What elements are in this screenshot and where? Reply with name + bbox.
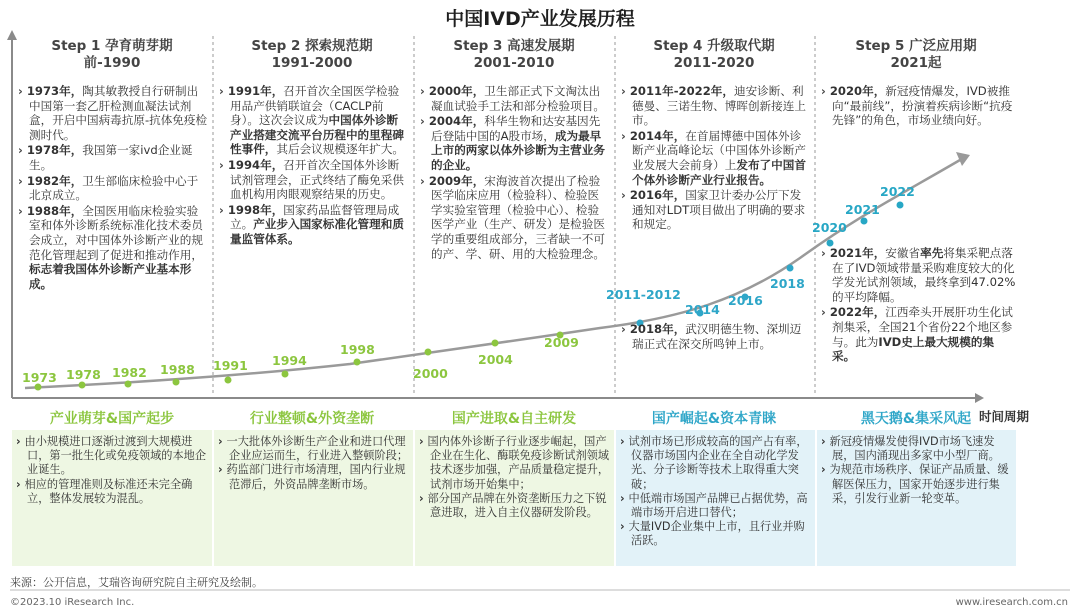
stage-1-header: Step 1 孕育萌芽期 前-1990: [51, 38, 173, 71]
dot-2018: [787, 265, 794, 272]
stage-2-header: Step 2 探索规范期 1991-2000: [251, 38, 373, 71]
year-label: 1973: [22, 370, 57, 385]
stage-5-summary: [817, 432, 1016, 566]
copyright: ©2023.10 iResearch Inc.: [10, 597, 135, 608]
year-label: 1988: [160, 362, 195, 377]
stage-5-events-lower: [821, 246, 1017, 365]
event-item: › 2016年，国家卫计委办公厅下发通知对LDT项目做出了明确的要求和规定。: [621, 188, 811, 232]
summary-item: › 药监部门进行市场清理，国内行业规范滞后，外资品牌垄断市场。: [218, 463, 409, 491]
event-item: › 1973年，陶其敏教授自行研制出中国第一套乙肝检测血凝法试剂盒，开启中国病毒抗原-抗体免疫检测时代。: [18, 84, 208, 142]
event-item: › 1991年，召开首次全国医学检验用品产供销联谊会（CACLP前身）。这次会议成为中国体外诊断产业搭建交流平台历程中的里程碑性事件，其后会议规模逐年扩大。: [219, 84, 409, 157]
year-label: 1998: [340, 342, 375, 357]
summary-item: › 部分国产品牌在外资垄断压力之下锐意进取，进入自主仪器研发阶段。: [419, 492, 610, 520]
category-label-5: 黑天鹅&集采风起: [860, 411, 972, 427]
event-item: › 2020年，新冠疫情爆发，IVD被推向“最前线”，扮演着疾病诊断“抗疫先锋”的角色，市场业绩向好。: [821, 84, 1017, 128]
year-label: 2022: [880, 184, 915, 199]
year-label: 2021: [845, 202, 880, 217]
website: www.iresearch.com.cn: [955, 597, 1068, 608]
event-item: › 2022年，江西牵头开展肝功生化试剂集采，全国21个省份22个地区参与。此为IVD史上最大规模的集采。: [821, 305, 1017, 363]
dot-1988: [173, 379, 180, 386]
dot-1994: [282, 371, 289, 378]
summary-item: › 国内体外诊断子行业逐步崛起，国产企业在生化、酶联免疫诊断试剂领域技术逐步加强，产品质量稳定提升，试剂市场开始集中；: [419, 435, 610, 492]
event-item: › 1978年，我国第一家ivd企业诞生。: [18, 143, 208, 172]
axis-label: 时间周期: [979, 409, 1030, 424]
stage-4-header: Step 4 升级取代期 2011-2020: [653, 38, 775, 71]
summary-item: › 新冠疫情爆发使得IVD市场飞速发展，国内涌现出多家中小型厂商。: [821, 435, 1012, 463]
year-label: 1991: [213, 358, 248, 373]
year-label: 2014: [685, 302, 720, 317]
stage-2-events: [219, 84, 409, 248]
summary-item: › 大量IVD企业集中上市，且行业并购活跃。: [620, 520, 811, 548]
source-note: 来源：公开信息，艾瑞咨询研究院自主研究及绘制。: [10, 576, 263, 589]
summary-item: › 中低端市场国产品牌已占据优势，高端市场开启进口替代；: [620, 492, 811, 520]
stage-5-events: [821, 84, 1017, 129]
stage-2-summary: [214, 432, 413, 566]
event-item: › 2021年，安徽省率先将集采靶点落在了IVD领域带量采购难度较大的化学发光试剂领域，最终拿到47.02%的平均降幅。: [821, 246, 1017, 304]
stage-1-summary: [12, 432, 212, 566]
event-item: › 1994年，召开首次全国体外诊断试剂管理会，正式终结了酶免采供血机构用肉眼观察结果的历史。: [219, 158, 409, 202]
category-label-3: 国产进取&自主研发: [451, 411, 577, 427]
dot-2000: [425, 349, 432, 356]
year-label: 2020: [812, 220, 847, 235]
year-label: 1982: [112, 365, 147, 380]
year-label: 2016: [728, 293, 763, 308]
event-item: › 2011年-2022年，迪安诊断、利德曼、三诺生物、博晖创新接连上市。: [621, 84, 811, 128]
stage-5-header: Step 5 广泛应用期 2021起: [855, 38, 977, 71]
year-label: 1994: [272, 353, 307, 368]
category-label-2: 行业整顿&外资垄断: [249, 411, 375, 427]
page-title: 中国IVD产业发展历程: [445, 8, 635, 30]
event-item: › 2014年，在首届博德中国体外诊断产业高峰论坛（中国体外诊断产业发展大会前身）上发布了中国首个体外诊断产业行业报告。: [621, 129, 811, 187]
event-item: › 1982年，卫生部临床检验中心于北京成立。: [18, 174, 208, 203]
event-item: › 2004年，科华生物和达安基因先后登陆中国的A股市场，成为最早上市的两家以体外诊断为主营业务的企业。: [420, 114, 610, 172]
category-label-1: 产业萌芽&国产起步: [49, 411, 175, 427]
event-item: › 2000年，卫生部正式下文淘汰出凝血试验手工法和部分检验项目。: [420, 84, 610, 113]
stage-4-summary: [616, 432, 815, 566]
summary-item: › 一大批体外诊断生产企业和进口代理企业应运而生，行业进入整顿阶段；: [218, 435, 409, 463]
event-item: › 2009年，宋海波首次提出了检验医学临床应用（检验科）、检验医学实验室管理（检验中心）、检验医学产业（生产、研发）是检验医学的重要组成部分，三者缺一不可的产、学、研、用的大检验理念。: [420, 174, 610, 262]
year-label: 2011-2012: [606, 287, 681, 302]
year-label: 2004: [478, 352, 513, 367]
stage-4-events: [621, 84, 811, 233]
summary-item: › 相应的管理准则及标准还未完全确立，整体发展较为混乱。: [16, 478, 208, 506]
event-item: › 2018年，武汉明德生物、深圳迈瑞正式在深交所鸣钟上市。: [621, 322, 811, 351]
dot-1978: [79, 382, 86, 389]
stage-3-header: Step 3 高速发展期 2001-2010: [453, 38, 575, 71]
year-label: 1978: [66, 367, 101, 382]
category-label-4: 国产崛起&资本青睐: [651, 411, 777, 427]
stage-4-events-lower: [621, 322, 811, 352]
stage-3-events: [420, 84, 610, 262]
dot-1982: [125, 381, 132, 388]
stage-1-events: [18, 84, 208, 292]
year-label: 2000: [413, 366, 448, 381]
event-item: › 1988年，全国医用临床检验实验室和体外诊断系统标准化技术委员会成立，对中国体外诊断产业的规范化管理起到了促进和推动作用，标志着我国体外诊断产业基本形成。: [18, 204, 208, 292]
summary-item: › 由小规模进口逐渐过渡到大规模进口，第一批生化或免疫领域的本地企业诞生。: [16, 435, 208, 478]
year-label: 2009: [544, 335, 579, 350]
summary-item: › 为规范市场秩序、保证产品质量、缓解医保压力，国家开始逐步进行集采，引发行业新一轮变革。: [821, 463, 1012, 506]
dot-1998: [354, 359, 361, 366]
year-label: 2018: [770, 276, 805, 291]
event-item: › 1998年，国家药品监督管理局成立。产业步入国家标准化管理和质量监管体系。: [219, 203, 409, 247]
dot-1991: [225, 377, 232, 384]
dot-2021: [861, 218, 868, 225]
dot-2004: [492, 340, 499, 347]
summary-item: › 试剂市场已形成较高的国产占有率，仪器市场国内企业在全自动化学发光、分子诊断等技术上取得重大突破；: [620, 435, 811, 492]
dot-2022: [897, 202, 904, 209]
stage-3-summary: [415, 432, 614, 566]
